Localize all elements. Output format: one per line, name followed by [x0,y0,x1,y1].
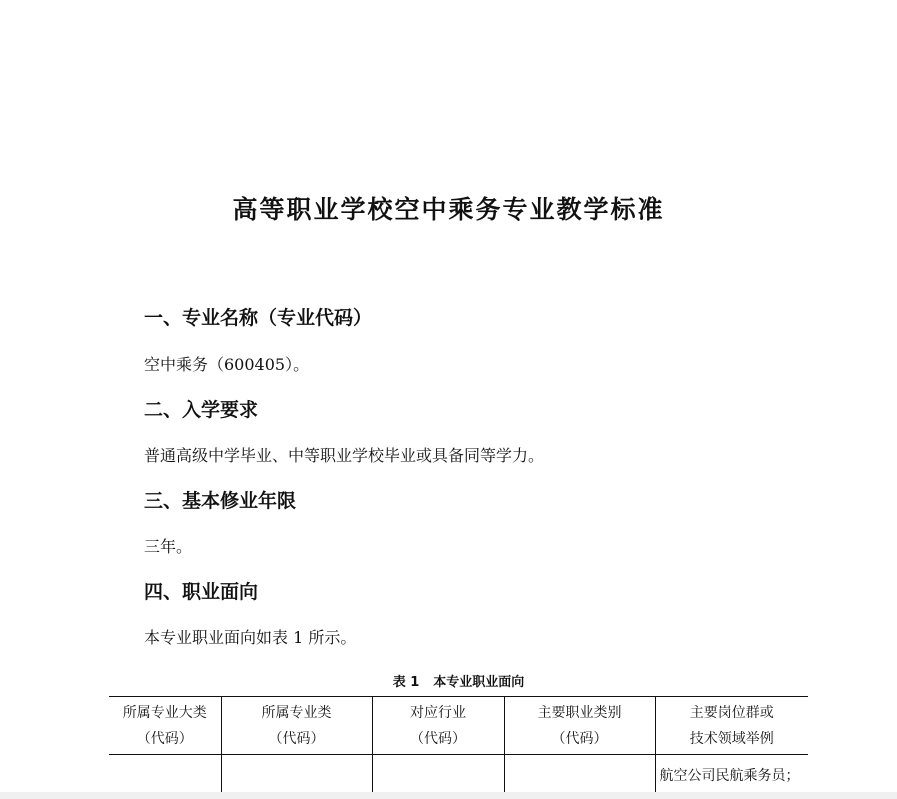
table-cell [372,755,504,793]
table-row [109,755,808,793]
section-heading-occupation: 四、职业面向 [144,581,259,603]
table-caption-title: 本专业职业面向 [433,675,525,690]
section-body-admission: 普通高级中学毕业、中等职业学校毕业或具备同等学力。 [144,446,545,465]
section-heading-program-name: 一、专业名称（专业代码） [144,307,373,329]
header-occupation-type: 主要职业类别 （代码） [504,697,655,755]
header-job-examples: 主要岗位群或 技术领域举例 [655,697,808,755]
section-heading-admission: 二、入学要求 [144,399,259,421]
section-body-program-name: 空中乘务（600405）。 [144,355,310,374]
section-body-duration: 三年。 [144,537,193,556]
section-body-occupation: 本专业职业面向如表 1 所示。 [144,628,357,647]
table-header-row [109,697,808,755]
section-heading-duration: 三、基本修业年限 [144,490,297,512]
table-cell [504,755,655,793]
header-industry: 对应行业 （代码） [372,697,504,755]
table-cell [109,755,221,793]
header-major-class: 所属专业类 （代码） [221,697,372,755]
table-cell [221,755,372,793]
table-caption [0,671,897,690]
occupation-table [109,696,808,792]
header-major-category: 所属专业大类 （代码） [109,697,221,755]
table-cell: 航空公司民航乘务员； [655,755,808,793]
document-title: 高等职业学校空中乘务专业教学标准 [232,195,665,224]
table-caption-number: 表 1 [392,675,420,690]
